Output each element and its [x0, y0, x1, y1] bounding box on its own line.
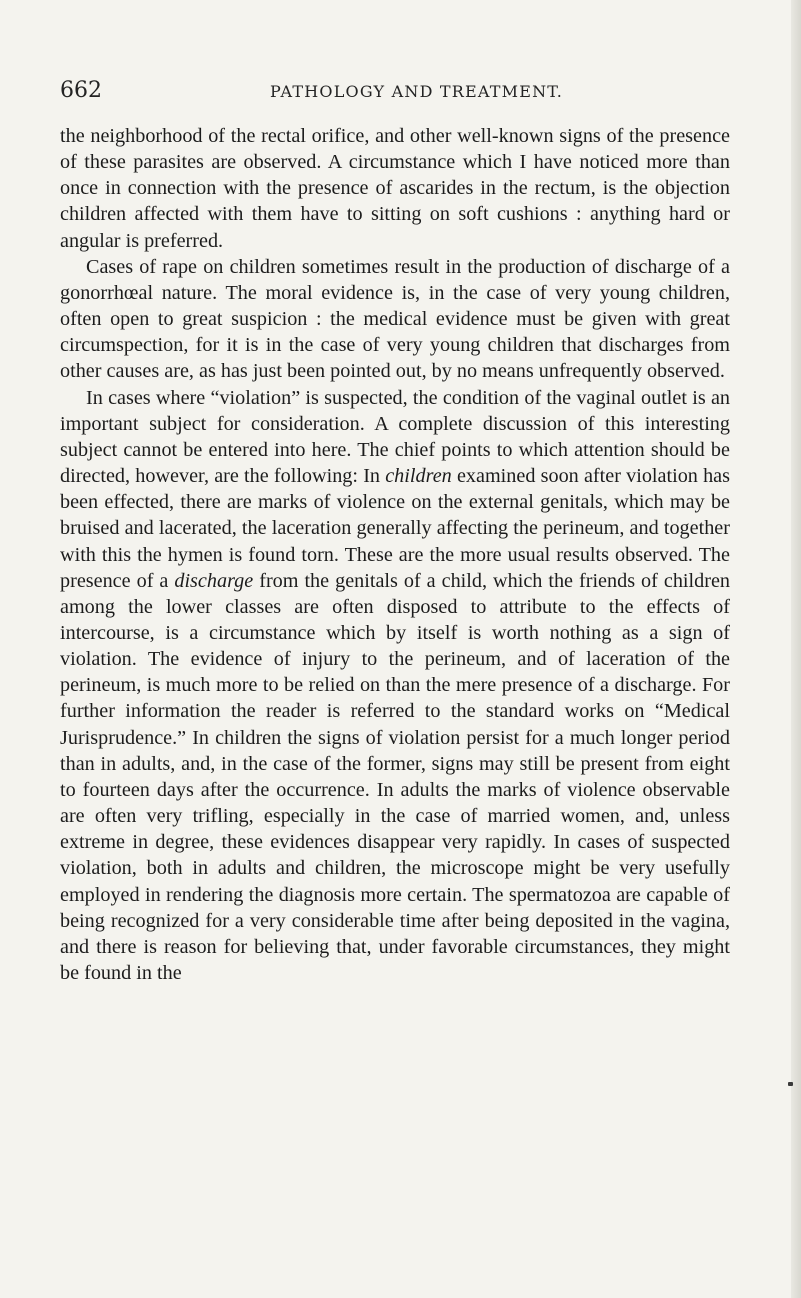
page-edge-shadow: [791, 0, 801, 1298]
page-number: 662: [60, 78, 102, 103]
paragraph-3-part-2: examined soon after violation has been effected, there are marks of violence on the external genitals, which may be bruised and lacerated, the laceration generally affecting the perineum, and together with this the hymen is found torn. These are the more usual results observed. The presence of a: [60, 465, 731, 592]
italic-children: children: [385, 465, 452, 488]
body-text: [60, 123, 730, 986]
margin-mark: [788, 1082, 793, 1086]
running-head: PATHOLOGY AND TREATMENT.: [270, 82, 564, 101]
paragraph-continuation: [60, 123, 730, 254]
paragraph-violation: [60, 385, 730, 987]
paragraph-rape-cases: [60, 254, 730, 385]
paragraph-2-text: Cases of rape on children sometimes result in the production of discharge of a gonorrhœal nature. The moral evidence is, in the case of very young children, often open to great suspicion : the medical evidence must be given with great circumspection, for it is in the case of very young children that discharges from other causes are, as has just been pointed out, by no means unfrequently observed.: [60, 255, 730, 383]
italic-discharge: discharge: [174, 569, 254, 592]
page-header: [60, 78, 750, 108]
paragraph-1-text: the neighborhood of the rectal orifice, and other well-known signs of the presence of these parasites are observed. A circumstance which I have noticed more than once in connection with the presence of ascarides in the rectum, is the objection children affected with them have to sitting on soft cushions : anything hard or angular is preferred.: [60, 125, 730, 252]
paragraph-3-part-1: In cases where “violation” is suspected, the condition of the vaginal outlet is an important subject for consideration. A complete discussion of this interesting subject cannot be entered into here. The chief points to which attention should be directed, however, are the following: In: [60, 386, 730, 488]
paragraph-3-part-3: from the genitals of a child, which the friends of children among the lower classes are often disposed to attribute to the effects of intercourse, is a circumstance which by itself is worth nothing as a sign of violation. The evidence of injury to the perineum, and of laceration of the perineum, is much more to be relied on than the mere presence of a discharge. For further information the reader is referred to the standard works on “Medical Jurisprudence.” In children the signs of violation persist for a much longer period than in adults, and, in the case of the former, signs may still be present from eight to fourteen days after the occurrence. In adults the marks of violence observable are often very trifling, especially in the case of married women, and, unless extreme in degree, these evidences disappear very rapidly. In cases of suspected violation, both in adults and children, the microscope might be very usefully employed in rendering the diagnosis more certain. The spermatozoa are capable of being recognized for a very considerable time after being deposited in the vagina, and there is reason for believing that, under favorable circumstances, they might be found in the: [60, 569, 730, 984]
